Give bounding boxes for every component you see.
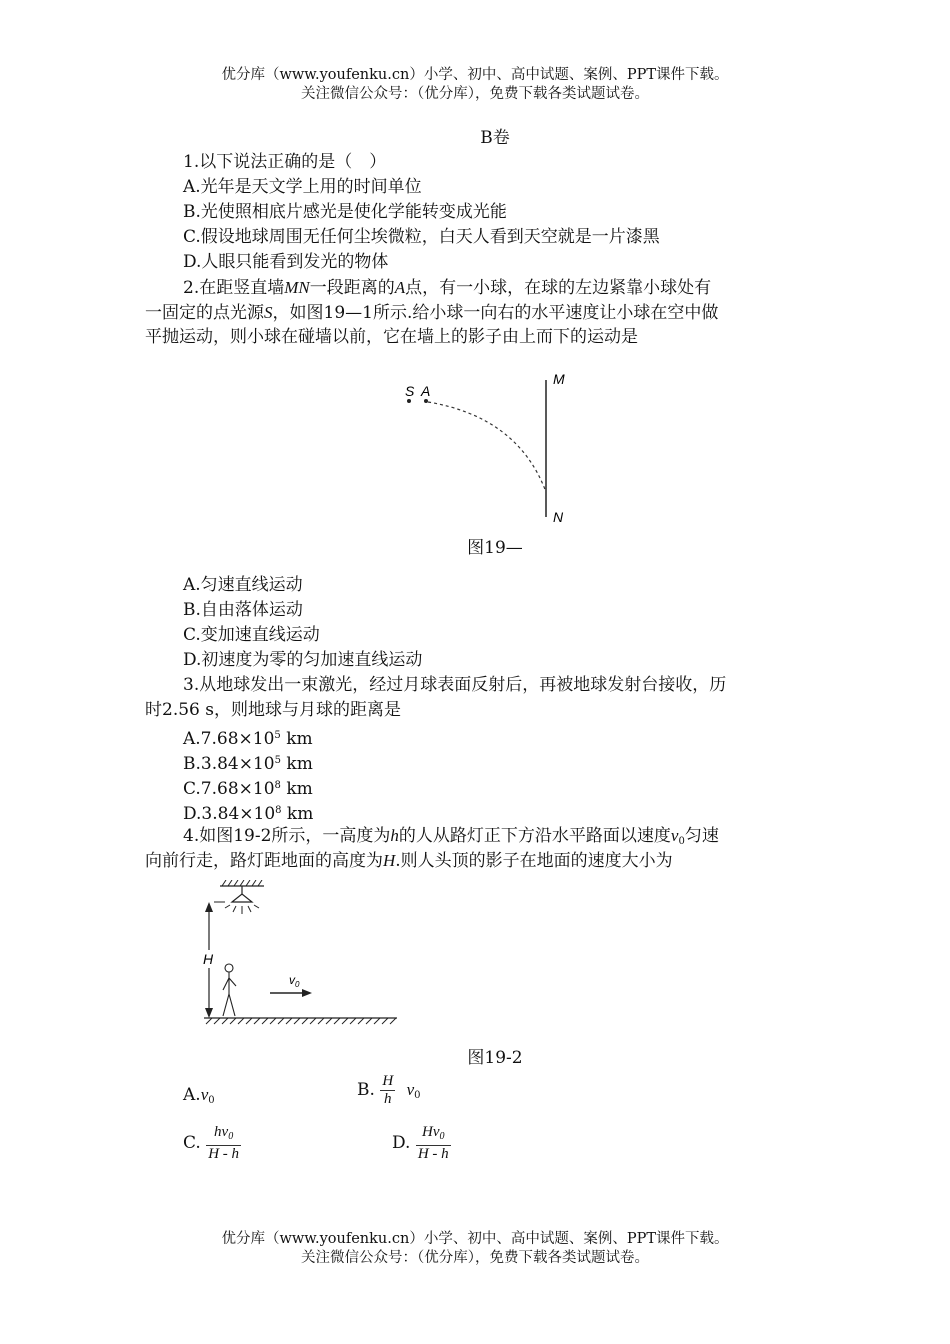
q2-option-d: D.初速度为零的匀加速直线运动 [183, 650, 423, 670]
q4-option-a: $A.v_0$ [183, 1085, 215, 1106]
q2-stem-line-3: 平抛运动，则小球在碰墙以前，它在墙上的影子由上而下的运动是 [145, 327, 638, 347]
footer-line-2: 关注微信公众号：（优分库），免费下载各类试题试卷。 [301, 1250, 649, 1266]
q4-stem-line-2: 向前行走，路灯距地面的高度为H.则人头顶的影子在地面的速度大小为 [145, 851, 673, 871]
header-line-1: 优分库（www.youfenku.cn）小学、初中、高中试题、案例、PPT课件下载。 [221, 67, 729, 83]
q2-stem-line-1: 2.在距竖直墙MN一段距离的A点，有一小球，在球的左边紧靠小球处有 [183, 278, 712, 298]
fig1-label-m: M [553, 371, 565, 387]
fig1-label-a: A [421, 383, 431, 399]
figure-19-2 [192, 880, 404, 1028]
person-icon [223, 972, 236, 1016]
q1-option-b: B.光使照相底片感光是使化学能转变成光能 [183, 202, 507, 222]
figure-19-1 [388, 362, 598, 530]
fig1-label-s: S [405, 383, 415, 399]
fig1-label-n: N [553, 509, 564, 525]
page-header [0, 66, 950, 104]
light-source-point [407, 399, 411, 403]
trajectory-curve [428, 402, 546, 492]
fig2-label-h: H [203, 951, 214, 967]
street-lamp-icon [232, 894, 252, 902]
q3-option-b: $B.3.84\times 10^5$ km [183, 754, 313, 774]
q4-option-b: B. $\frac{H}{h}$ $v_0$ [357, 1073, 421, 1107]
fraction-hv0-upper-over-h-minus-h: $\frac{Hv_0}{H - h}$ [417, 1124, 449, 1162]
q2-stem-line-2: 一固定的点光源S，如图19—1所示.给小球一向右的水平速度让小球在空中做 [145, 303, 719, 323]
page-footer [0, 1230, 950, 1268]
q4-stem-line-1: 4.如图19-2所示，一高度为h的人从路灯正下方沿水平路面以速度$v_0$匀速 [183, 826, 719, 847]
q2-option-c: C.变加速直线运动 [183, 625, 320, 645]
q1-option-a: A.光年是天文学上用的时间单位 [183, 177, 422, 197]
q2-option-b: B.自由落体运动 [183, 600, 303, 620]
header-line-2: 关注微信公众号：（优分库），免费下载各类试题试卷。 [301, 86, 649, 102]
figure-19-2-caption: 图19-2 [467, 1048, 523, 1068]
q3-option-a: $A.7.68\times 10^5$ km [183, 729, 313, 749]
footer-line-1: 优分库（www.youfenku.cn）小学、初中、高中试题、案例、PPT课件下载。 [221, 1231, 729, 1247]
q4-option-c: C. $\frac{hv_0}{H - h}$ [183, 1124, 240, 1162]
section-title: B卷 [480, 128, 510, 148]
figure-19-1-caption: 图19— [467, 538, 523, 558]
q3-stem-line-2: 时2.56 s，则地球与月球的距离是 [145, 700, 401, 720]
fig2-label-v: $v_0$ [289, 973, 300, 989]
q3-option-c: $C.7.68\times 10^8$ km [183, 779, 313, 799]
q2-option-a: A.匀速直线运动 [183, 575, 303, 595]
q1-option-d: D.人眼只能看到发光的物体 [183, 252, 389, 272]
q4-option-d: D. $\frac{Hv_0}{H - h}$ [392, 1124, 449, 1162]
q3-stem-line-1: 3.从地球发出一束激光，经过月球表面反射后，再被地球发射台接收，历 [183, 675, 727, 695]
fraction-h-over-small-h: $\frac{H}{h}$ [382, 1073, 394, 1107]
q1-option-c: C.假设地球周围无任何尘埃微粒，白天人看到天空就是一片漆黑 [183, 227, 660, 247]
fraction-hv0-over-h-minus-h: $\frac{hv_0}{H - h}$ [208, 1124, 240, 1162]
q3-option-d: $D.3.84\times 10^8$ km [183, 804, 314, 824]
q1-stem: 1.以下说法正确的是（ ） [183, 152, 387, 172]
ball-point [424, 399, 428, 403]
